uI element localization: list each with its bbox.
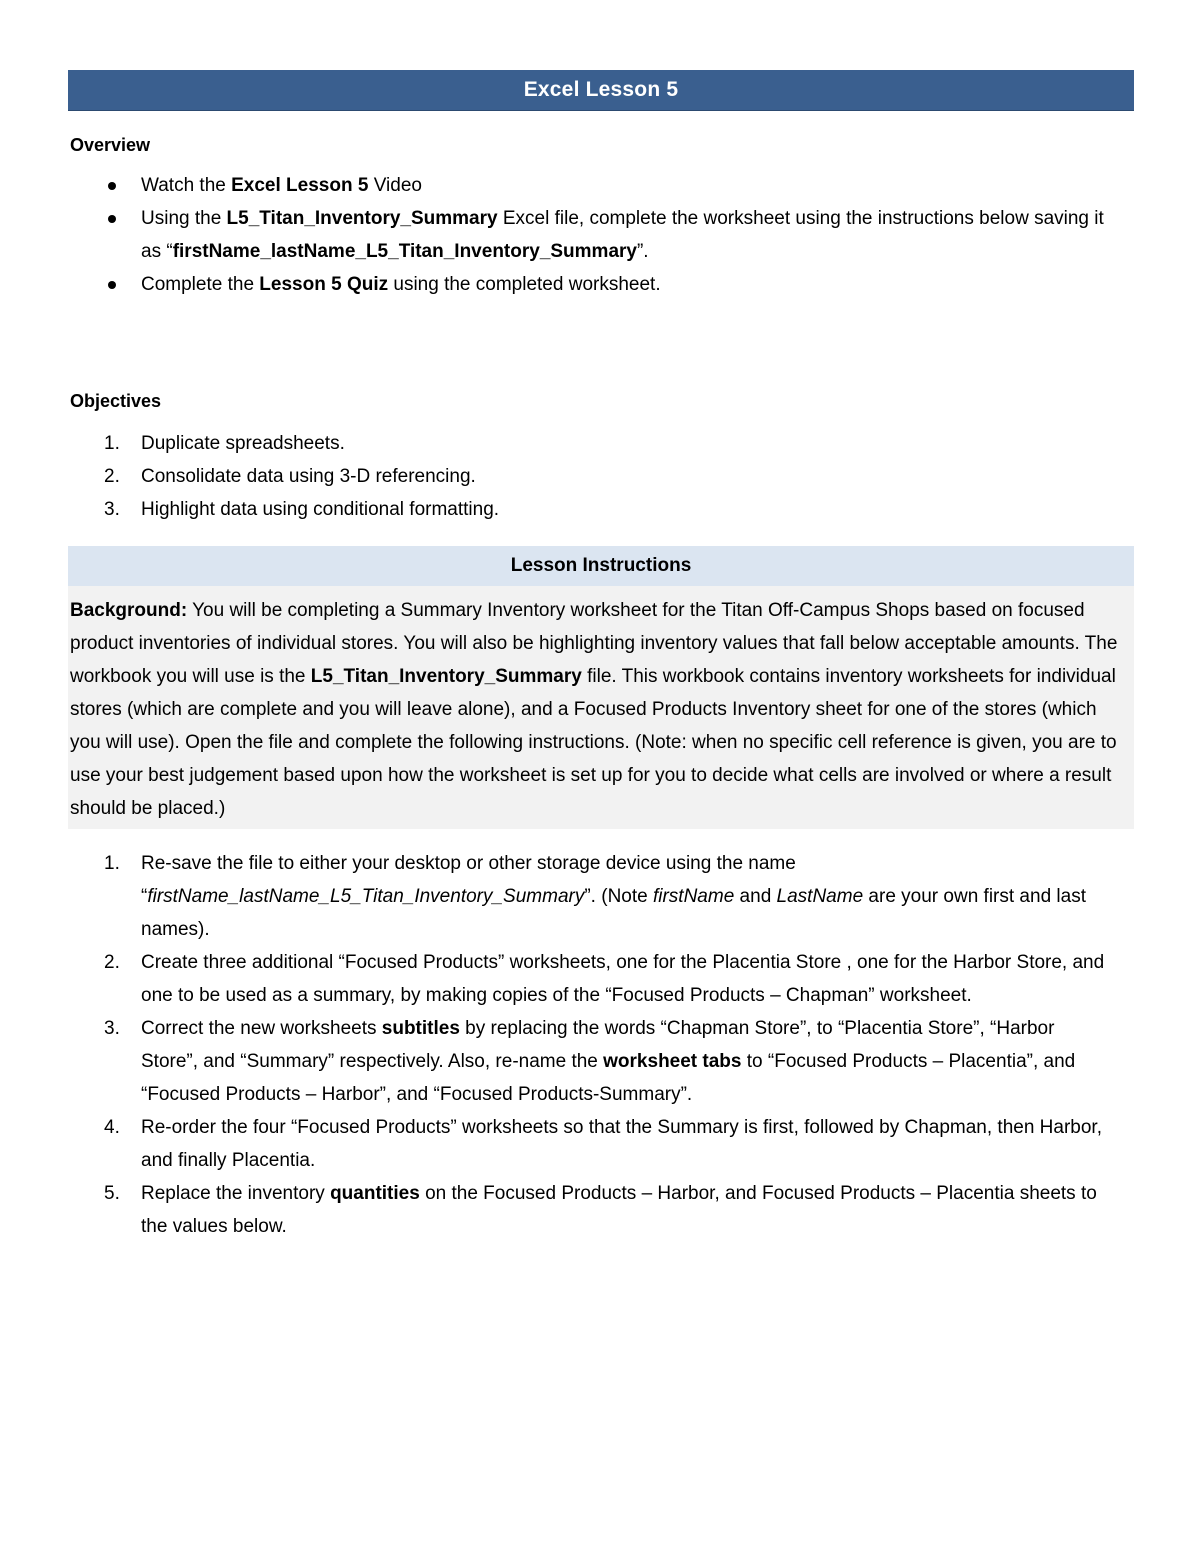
instruction-text: on the Focused Products – Harbor, and Focused Products – Placentia sheets to the values below.: [141, 1183, 1097, 1237]
bullet-icon: [108, 215, 116, 223]
overview-item-text: using the completed worksheet.: [388, 274, 661, 295]
list-number: 1.: [104, 853, 120, 874]
objectives-heading: Objectives: [70, 391, 162, 411]
overview-item-text: Excel file, complete the worksheet using the instructions below saving it as “: [141, 208, 1104, 262]
instruction-text: quantities: [330, 1183, 420, 1204]
instruction-item: [68, 946, 1134, 1012]
instruction-text: Re-save the file to either your desktop or other storage device using the name “: [141, 853, 796, 907]
overview-item-bold: L5_Titan_Inventory_Summary: [226, 208, 498, 229]
background-file-name: L5_Titan_Inventory_Summary: [310, 666, 582, 687]
instruction-text: are your own first and last names).: [141, 886, 1086, 940]
overview-item-text: Using the: [141, 208, 227, 229]
instruction-item: [68, 1177, 1134, 1243]
objective-text: Duplicate spreadsheets.: [141, 433, 345, 454]
list-number: 2.: [104, 952, 120, 973]
overview-item-2: [68, 202, 1134, 268]
overview-item-text: Complete the: [141, 274, 260, 295]
objective-text: Consolidate data using 3-D referencing.: [141, 466, 476, 487]
overview-list: [68, 169, 1134, 301]
instruction-text: and: [734, 886, 777, 907]
list-number: 5.: [104, 1183, 120, 1204]
list-number: 2.: [104, 466, 120, 487]
instruction-text: LastName: [776, 886, 864, 907]
instruction-text: worksheet tabs: [603, 1051, 742, 1072]
list-number: 4.: [104, 1117, 120, 1138]
objective-item: [68, 493, 1134, 526]
background-text: file. This workbook contains inventory worksheets for individual stores (which are complete and you will leave alone), and a Focused Products Inventory sheet for one of the stores (which you will use). Open the file and complete the following instructions. (Note: when no specific cell reference is given, you are to use your best judgement based upon how the worksheet is set up for you to decide what cells are involved or where a result should be placed.): [70, 666, 1117, 819]
instructions-list: [68, 847, 1134, 1243]
overview-item-1: [68, 169, 1134, 202]
objective-text: Highlight data using conditional formatting.: [141, 499, 500, 520]
instruction-item: [68, 1111, 1134, 1177]
instruction-item: [68, 1012, 1134, 1111]
instruction-text: firstName_lastName_L5_Titan_Inventory_Summary: [147, 886, 585, 907]
overview-item-text: ”.: [636, 241, 649, 262]
overview-item-text: Watch the: [141, 175, 232, 196]
objectives-list: [68, 427, 1134, 526]
document-title: Excel Lesson 5: [68, 70, 1134, 111]
overview-heading: Overview: [70, 135, 151, 155]
instruction-text: Correct the new worksheets: [141, 1018, 382, 1039]
lesson-instructions-heading: Lesson Instructions: [68, 546, 1134, 586]
instruction-text: Replace the inventory: [141, 1183, 331, 1204]
instruction-text: firstName: [652, 886, 735, 907]
instruction-text: ”. (Note: [584, 886, 653, 907]
overview-item-bold: firstName_lastName_L5_Titan_Inventory_Summary: [172, 241, 637, 262]
instruction-text: by replacing the words “Chapman Store”, to “Placentia Store”, “Harbor Store”, and “Summary” respectively. Also, re-name the: [141, 1018, 1055, 1072]
overview-item-bold: Excel Lesson 5: [231, 175, 369, 196]
instruction-text: subtitles: [381, 1018, 460, 1039]
instruction-text: Re-order the four “Focused Products” worksheets so that the Summary is first, followed by Chapman, then Harbor, and finally Placentia.: [141, 1117, 1102, 1171]
lesson-instructions-box: [68, 546, 1134, 829]
instruction-text: to “Focused Products – Placentia”, and “Focused Products – Harbor”, and “Focused Products-Summary”.: [141, 1051, 1076, 1105]
instruction-item: [68, 847, 1134, 946]
objective-item: [68, 460, 1134, 493]
list-number: 3.: [104, 1018, 120, 1039]
objective-item: [68, 427, 1134, 460]
overview-item-text: Video: [368, 175, 422, 196]
overview-item-3: [68, 268, 1134, 301]
bullet-icon: [108, 182, 116, 190]
bullet-icon: [108, 281, 116, 289]
instruction-text: Create three additional “Focused Products” worksheets, one for the Placentia Store , one for the Harbor Store, and one to be used as a summary, by making copies of the “Focused Products – Chapman” worksheet.: [141, 952, 1105, 1006]
document-page: [68, 70, 1134, 1243]
list-number: 1.: [104, 433, 120, 454]
background-text: You will be completing a Summary Inventory worksheet for the Titan Off-Campus Shops based on focused product inventories of individual stores. You will also be highlighting inventory values that fall below acceptable amounts. The workbook you will use is the: [70, 600, 1118, 687]
background-label: Background:: [70, 600, 188, 621]
list-number: 3.: [104, 499, 120, 520]
overview-item-bold: Lesson 5 Quiz: [259, 274, 389, 295]
background-paragraph: [68, 586, 1134, 829]
